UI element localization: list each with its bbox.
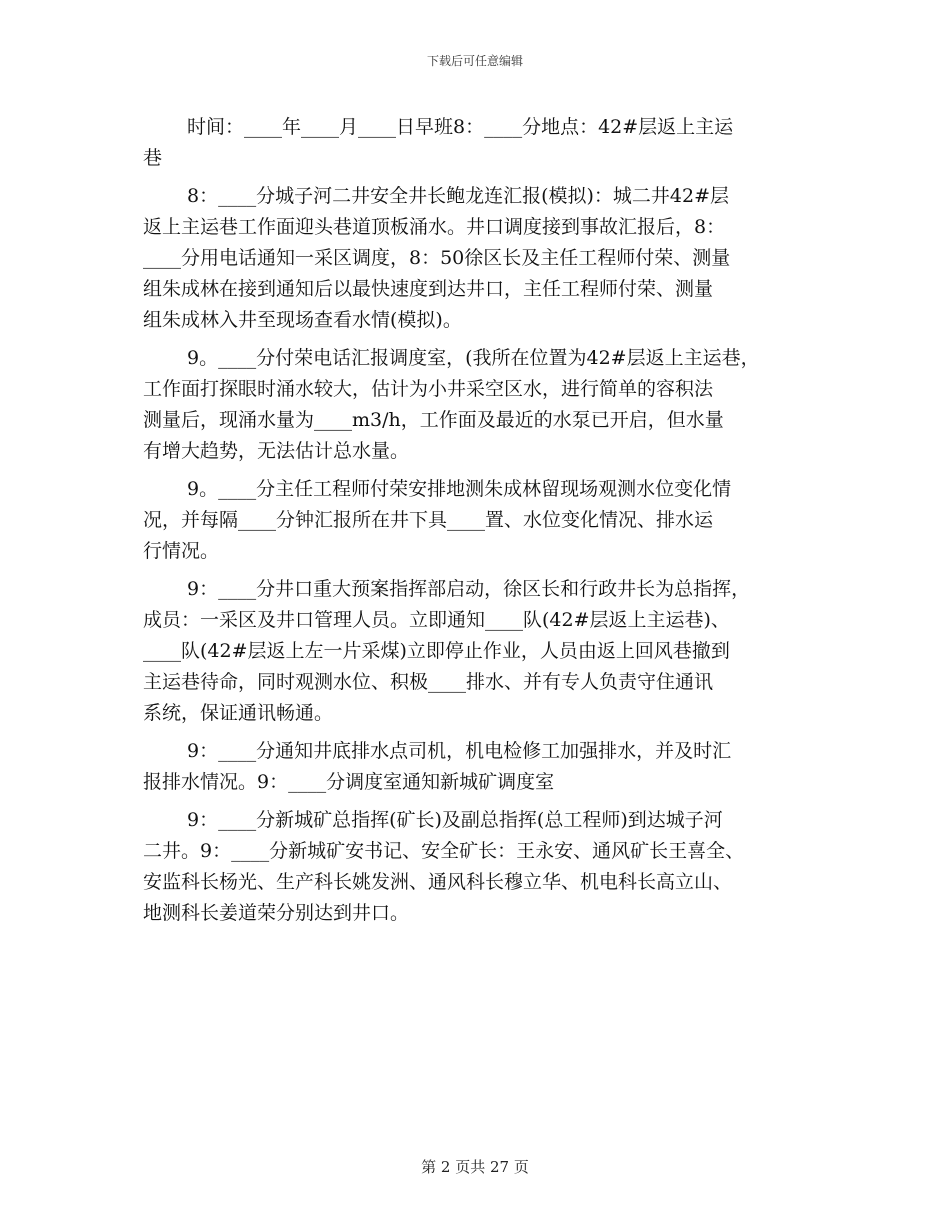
text-line: 系统，保证通讯畅通。: [143, 702, 334, 724]
text-line: 地测科长姜道荣分别达到井口。: [143, 902, 410, 924]
paragraph: [143, 805, 815, 929]
text-line: 巷: [143, 147, 163, 169]
text-line: 9：____分新城矿总指挥(矿长)及副总指挥(总工程师)到达城子河: [187, 809, 723, 831]
text-line: 主运巷待命，同时观测水位、积极____排水、并有专人负责守住通讯: [143, 671, 714, 693]
text-line: 安监科长杨光、生产科长姚发洲、通风科长穆立华、机电科长高立山、: [143, 871, 733, 893]
paragraph: [143, 343, 815, 467]
text-line: 组朱成林在接到通知后以最快速度到达井口，主任工程师付荣、测量: [143, 278, 714, 300]
text-line: 返上主运巷工作面迎头巷道顶板涌水。井口调度接到事故汇报后，8：: [143, 216, 726, 238]
text-line: 二井。9：____分新城矿安书记、安全矿长：王永安、通风矿长王喜全、: [143, 840, 745, 862]
paragraph: [143, 736, 815, 798]
paragraph: [143, 112, 815, 174]
document-body: [143, 112, 815, 936]
paragraph: [143, 181, 815, 336]
text-line: ____分用电话通知一采区调度，8：50徐区长及主任工程师付荣、测量: [143, 247, 731, 269]
text-line: ____队(42#层返上左一片采煤)立即停止作业，人员由返上回风巷撤到: [143, 640, 730, 662]
text-line: 有增大趋势，无法估计总水量。: [143, 440, 410, 462]
paragraph: [143, 574, 815, 729]
text-line: 8：____分城子河二井安全井长鲍龙连汇报(模拟)：城二井42#层: [187, 185, 730, 207]
text-line: 成员：一采区及井口管理人员。立即通知____队(42#层返上主运巷)、: [143, 609, 730, 631]
text-line: 行情况。: [143, 540, 220, 562]
text-line: 测量后，现涌水量为____m3/h，工作面及最近的水泵已开启，但水量: [143, 409, 724, 431]
text-line: 时间：____年____月____日早班8：____分地点：42#层返上主运: [187, 116, 734, 138]
page-header: 下载后可任意编辑: [426, 54, 523, 68]
text-line: 况，并每隔____分钟汇报所在井下具____置、水位变化情况、排水运: [143, 509, 714, 531]
text-line: 9：____分通知井底排水点司机，机电检修工加强排水，并及时汇: [187, 740, 732, 762]
text-line: 9。____分主任工程师付荣安排地测朱成林留现场观测水位变化情: [187, 478, 732, 500]
text-line: 9：____分井口重大预案指挥部启动，徐区长和行政井长为总指挥，: [187, 578, 751, 600]
page-number: 第 2 页共 27 页: [421, 1158, 529, 1176]
paragraph: [143, 474, 815, 567]
text-line: 组朱成林入井至现场查看水情(模拟)。: [143, 309, 462, 331]
text-line: 报排水情况。9：____分调度室通知新城矿调度室: [143, 771, 555, 793]
text-line: 工作面打探眼时涌水较大，估计为小井采空区水，进行简单的容积法: [143, 378, 714, 400]
text-line: 9。____分付荣电话汇报调度室，(我所在位置为42#层返上主运巷，: [187, 347, 760, 369]
